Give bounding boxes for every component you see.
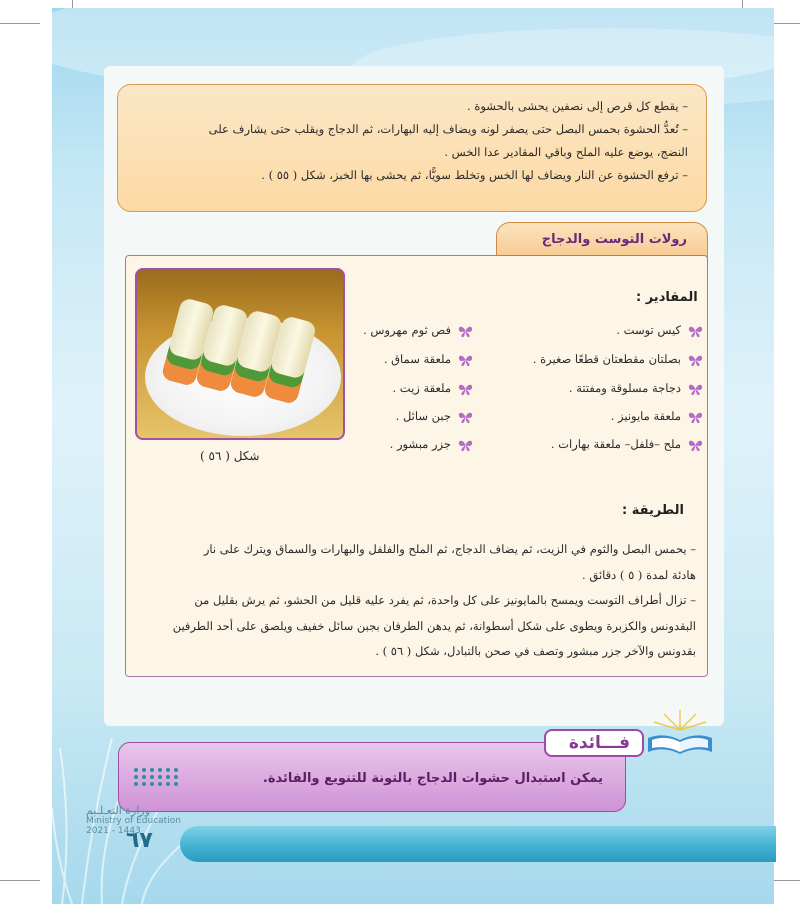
instruction-line: – ترفع الحشوة عن النار ويضاف لها الخس وتخلط سويًّا، ثم يحشى بها الخبز، شكل ( ٥٥ ) . bbox=[261, 168, 688, 182]
ingredient-item bbox=[533, 352, 703, 367]
ingredient-item bbox=[384, 352, 473, 367]
ingredient-text: جزر مبشور . bbox=[389, 437, 451, 451]
ingredient-item bbox=[390, 437, 473, 452]
ingredient-item bbox=[551, 437, 703, 452]
method-heading: الطريقة : bbox=[622, 503, 684, 518]
butterfly-icon bbox=[688, 439, 703, 452]
recipe-title: رولات التوست والدجاج bbox=[541, 232, 687, 247]
tip-label: فـــائدة bbox=[568, 733, 630, 753]
ingredients-heading: المقادير : bbox=[636, 290, 698, 305]
butterfly-icon bbox=[458, 411, 473, 424]
butterfly-icon bbox=[688, 383, 703, 396]
ingredient-item bbox=[363, 323, 473, 338]
ingredient-item bbox=[392, 381, 473, 396]
ministry-name-ar: وزارة التعـلـيم bbox=[86, 804, 151, 817]
butterfly-icon bbox=[688, 354, 703, 367]
method-section bbox=[130, 537, 696, 665]
recipe-photo bbox=[135, 268, 345, 440]
butterfly-icon bbox=[688, 325, 703, 338]
ministry-year: 2021 - 1443 bbox=[86, 826, 141, 836]
ingredient-item bbox=[396, 409, 473, 424]
ingredient-text: كيس توست . bbox=[616, 323, 681, 337]
page-number: ٦٧ bbox=[126, 828, 153, 853]
footer-bar bbox=[180, 826, 776, 862]
ingredient-text: بصلتان مقطعتان قطعًا صغيرة . bbox=[532, 352, 681, 366]
butterfly-icon bbox=[458, 325, 473, 338]
ingredient-text: ملعقة مايونيز . bbox=[610, 409, 681, 423]
method-line: – تزال أطراف التوست ويمسح بالمايونيز على كل واحدة، ثم يفرد عليه قليل من الحشو، ثم يرش بقليل من bbox=[194, 593, 696, 607]
ingredient-item bbox=[569, 381, 703, 396]
ingredient-text: ملح –فلفل– ملعقة بهارات . bbox=[550, 437, 681, 451]
method-line: هادئة لمدة ( ٥ ) دقائق . bbox=[582, 567, 696, 582]
butterfly-icon bbox=[458, 439, 473, 452]
tip-label-pill bbox=[544, 729, 644, 757]
ingredient-text: دجاجة مسلوقة ومفتتة . bbox=[568, 381, 681, 395]
method-line: بقدونس والآخر جزر مبشور وتصف في صحن بالتبادل، شكل ( ٥٦ ) . bbox=[375, 644, 696, 658]
decorative-dots-icon bbox=[132, 766, 182, 788]
trim-mark bbox=[0, 880, 40, 881]
ingredient-text: ملعقة سماق . bbox=[383, 352, 451, 366]
open-book-icon bbox=[644, 708, 716, 756]
ingredient-text: فص ثوم مهروس . bbox=[363, 323, 451, 337]
butterfly-icon bbox=[688, 411, 703, 424]
butterfly-icon bbox=[458, 354, 473, 367]
intro-instructions-box bbox=[117, 84, 707, 212]
ministry-name-en: Ministry of Education bbox=[86, 816, 181, 826]
trim-mark bbox=[0, 23, 40, 24]
ingredient-item bbox=[616, 323, 703, 338]
method-line: – يحمس البصل والثوم في الزيت، ثم يضاف الدجاج، ثم الملح والفلفل والبهارات والسماق ويترك على نار bbox=[203, 542, 696, 556]
ingredient-text: جبن سائل . bbox=[395, 409, 451, 423]
instruction-line: – تُعدُّ الحشوة بحمس البصل حتى يصفر لونه ويضاف إليه البهارات، ثم الدجاج ويقلب حتى يشارف على bbox=[208, 122, 688, 136]
instruction-line: النضج، يوضع عليه الملح وباقي المقادير عدا الخس . bbox=[444, 145, 688, 159]
figure-caption: شكل ( ٥٦ ) bbox=[200, 449, 260, 463]
ingredient-item bbox=[611, 409, 703, 424]
instruction-line: – يقطع كل قرص إلى نصفين يحشى بالحشوة . bbox=[467, 99, 688, 113]
method-line: البقدونس والكزبرة ويطوى على شكل أسطوانة، ثم يدهن الطرفان بجبن سائل خفيف ويلصق على أحد الطرفين bbox=[172, 618, 696, 633]
ingredient-text: ملعقة زيت . bbox=[392, 381, 451, 395]
butterfly-icon bbox=[458, 383, 473, 396]
tip-text: يمكن استبدال حشوات الدجاج بالتونة للتنويع والفائدة. bbox=[262, 771, 603, 786]
